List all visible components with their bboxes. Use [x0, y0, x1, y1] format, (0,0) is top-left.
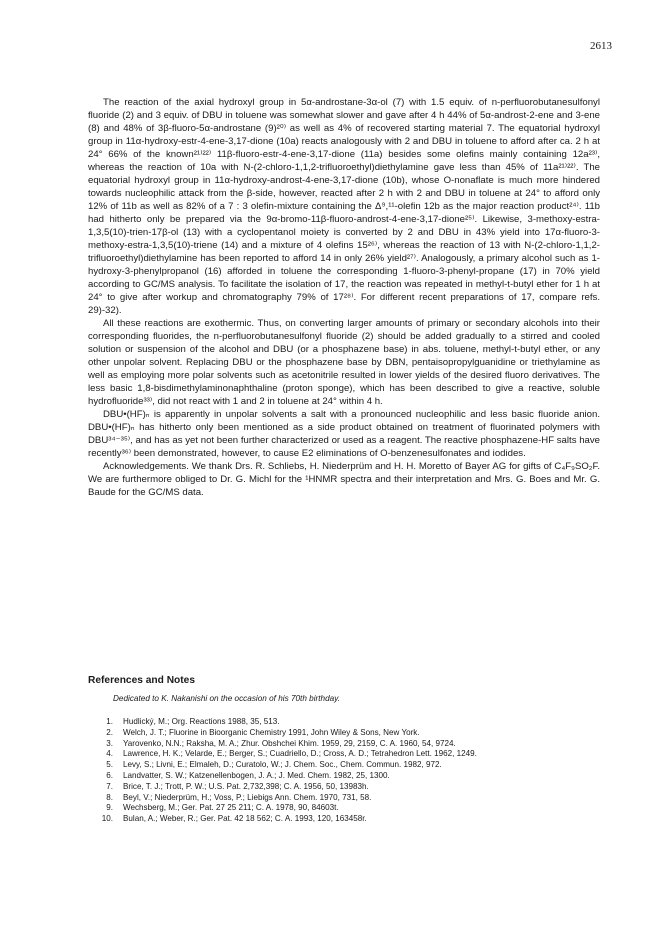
reference-text: Lawrence, H. K.; Velarde, E.; Berger, S.; Cuadriello, D.; Cross, A. D.; Tetrahedron Lett. 1962, 1249. — [123, 749, 477, 759]
page-number: 2613 — [590, 40, 612, 52]
reference-number: 3. — [106, 738, 113, 748]
reference-text: Hudlický, M.; Org. Reactions 1988, 35, 513. — [123, 717, 280, 726]
reference-number: 4. — [106, 749, 113, 759]
reference-number: 2. — [106, 727, 113, 737]
reference-number: 9. — [106, 803, 113, 813]
reference-text: Landvatter, S. W.; Katzenellenbogen, J. A.; J. Med. Chem. 1982, 25, 1300. — [123, 770, 390, 780]
reference-item — [88, 728, 600, 739]
body-text — [88, 96, 600, 499]
reference-item — [88, 793, 600, 804]
paragraph-exothermic: All these reactions are exothermic. Thus, on converting larger amounts of primary or secondary alcohols into their corresponding fluorides, the n-perfluorobutanesulfonyl fluoride (2) should be added gradually to a stirred and cooled solution or suspension of the alcohol and DBU (or a phosphazene base) in abs. toluene, methyl-t-butyl ether, or any other unpolar solvent. Replacing DBU or the phosphazene base by DBN, pentaisopropylguanidine or triethylamine as well as employing more polar solvents such as acetonitrile resulted in lower yields of the desired fluoro derivatives. The less basic 1,8-bisdimethylaminonaphthaline (proton sponge), which has been described to give a reactive, soluble hydrofluoride³³⁾, did not react with 1 and 2 in toluene at 24° within 4 h. — [88, 318, 600, 407]
paragraph-acknowledgements: Acknowledgements. We thank Drs. R. Schliebs, H. Niederprüm and H. H. Moretto of Bayer AG for gifts of C₄F₉SO₂F. We are furthermore obliged to Dr. G. Michl for the ¹HNMR spectra and their interpretation and Mrs. G. Boes and Mr. G. Baude for the GC/MS data. — [88, 461, 600, 498]
reference-item — [88, 771, 600, 782]
reference-number: 5. — [106, 760, 113, 770]
references-heading: References and Notes — [88, 675, 196, 686]
reference-number: 8. — [106, 792, 113, 802]
reference-item — [88, 760, 600, 771]
reference-text: Welch, J. T.; Fluorine in Bioorganic Chemistry 1991, John Wiley & Sons, New York. — [123, 727, 420, 737]
reference-text: Bulan, A.; Weber, R.; Ger. Pat. 42 18 562; C. A. 1993, 120, 163458r. — [123, 814, 367, 824]
reference-item — [88, 739, 600, 750]
reference-number: 10. — [101, 814, 113, 824]
paragraph-dbu-hf: DBU•(HF)ₙ is apparently in unpolar solvents a salt with a pronounced nucleophilic and less basic fluoride anion. DBU•(HF)ₙ has hitherto only been mentioned as a side product obtained on treatment of fluorinated polymers with DBU³⁴⁻³⁵⁾, and has as yet not been further characterized or used as a reagent. The reactive phosphazene-HF salts have recently³⁶⁾ been demonstrated, however, to cause E2 eliminations of O-benzenesulfonates and iodides. — [88, 409, 600, 459]
reference-item — [88, 814, 600, 825]
reference-text: Brice, T. J.; Trott, P. W.; U.S. Pat. 2,732,398; C. A. 1956, 50, 13983h. — [123, 781, 369, 791]
reference-item — [88, 782, 600, 793]
reference-item — [88, 803, 600, 814]
reference-text: Wechsberg, M.; Ger. Pat. 27 25 211; C. A. 1978, 90, 84603t. — [123, 803, 339, 813]
reference-item — [88, 717, 600, 728]
dedication: Dedicated to K. Nakanishi on the occasion of his 70th birthday. — [113, 694, 340, 703]
reference-text: Yarovenko, N.N.; Raksha, M. A.; Zhur. Obshchei Khim. 1959, 29, 2159, C. A. 1960, 54, 9724. — [123, 738, 456, 748]
reference-text: Levy, S.; Livni, E.; Elmaleh, D.; Curatolo, W.; J. Chem. Soc., Chem. Commun. 1982, 972. — [123, 760, 442, 770]
paragraph-reactions: The reaction of the axial hydroxyl group in 5α-androstane-3α-ol (7) with 1.5 equiv. of n-perfluorobutanesulfonyl fluoride (2) and 3 equiv. of DBU in toluene was somewhat slower and gave after 4 h 44% of 5α-androst-2-ene and 3-ene (8) and 48% of 3β-fluoro-5α-androstane (9)²⁰⁾ as well as 4% of recovered starting material 7. The equatorial hydroxyl group in 11α-hydroxy-estr-4-ene-3,17-dione (10a) reacts analogously with 2 and DBU in toluene to afford after ca. 2 h at 24° 66% of the known²¹⁾²²⁾ 11β-fluoro-estr-4-ene-3,17-dione (11a) besides some olefins mainly containing 12a²³⁾, whereas the reaction of 10a with N-(2-chloro-1,1,2-trifluoroethyl)diethylamine gave less than 45% of 11a²¹⁾²²⁾. The equatorial hydroxyl group in 11α-hydroxy-androst-4-ene-3,17-dione (10b), whose O-nonaflate is much more hindered towards nucleophilic attack from the β-side, however, reacted after 2 h with 2 and DBU in toluene at 24° to afford only 12% of 11b as well as 82% of a 7 : 3 olefin-mixture containing the Δ⁹,¹¹-olefin 12b as the major reaction product²⁴⁾. 11b had hitherto only be prepared via the 9α-bromo-11β-fluoro-androst-4-ene-3,17-dione²⁵⁾. Likewise, 3-methoxy-estra-1,3,5(10)-trien-17β-ol (13) with a cyclopentanol moiety is converted by 2 and DBU in 43% yield into 17α-fluoro-3-methoxy-estra-1,3,5(10)-triene (14) and a mixture of 4 olefins 15²⁶⁾, whereas the reaction of 13 with N-(2-chloro-1,1,2-trifluoroethyl)diethylamine has been reported to afford 14 in only 26% yield²⁷⁾. Analogously, a primary alcohol such as 1-hydroxy-3-phenylpropanol (16) afforded in toluene the corresponding 1-fluoro-3-phenyl-propane (17) in 70% yield according to GC/MS analysis. To facilitate the isolation of 17, the reaction was repeated in methyl-t-butyl ether for 1 h at 24° to give after workup and chromatography 79% of 17²⁸⁾. For different recent preparations of 17, compare refs. 29)-32). — [88, 97, 600, 316]
reference-number: 7. — [106, 781, 113, 791]
reference-item — [88, 749, 600, 760]
reference-number: 6. — [106, 770, 113, 780]
reference-text: Beyl, V.; Niederprüm, H.; Voss, P.; Liebigs Ann. Chem. 1970, 731, 58. — [123, 792, 372, 802]
reference-list — [88, 717, 600, 825]
reference-number: 1. — [106, 717, 113, 726]
